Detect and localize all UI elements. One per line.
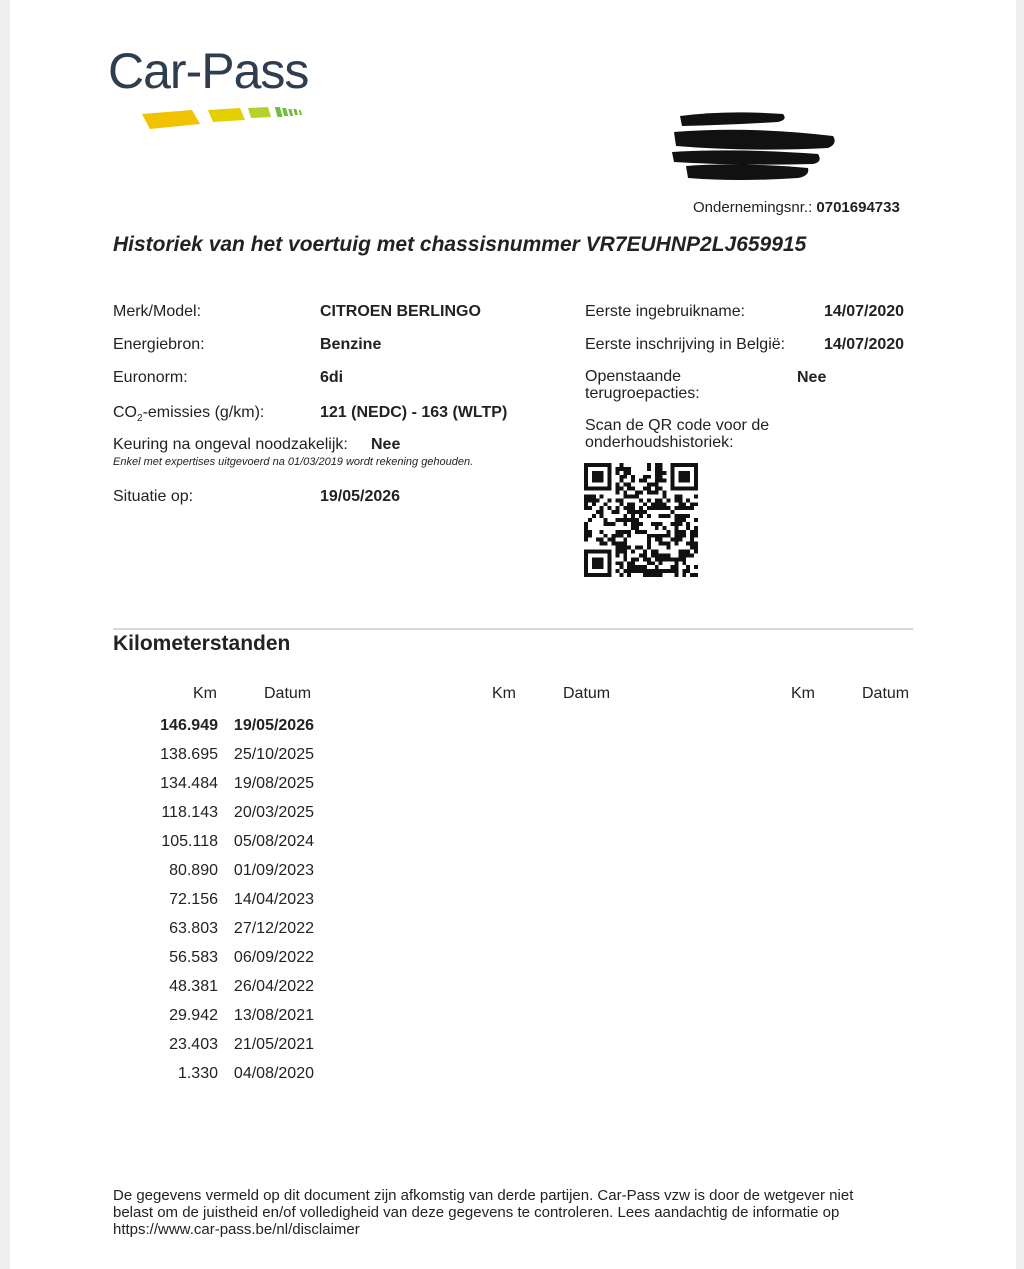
table-row (145, 830, 320, 859)
km-cell: 80.890 (169, 862, 218, 879)
recall-value: Nee (797, 369, 827, 386)
company-number-line (693, 199, 900, 216)
date-header-col3: Datum (862, 685, 910, 702)
inspection-value: Nee (371, 436, 401, 453)
date-cell: 04/08/2020 (233, 1065, 314, 1082)
km-cell: 48.381 (169, 978, 218, 995)
date-cell: 19/05/2026 (233, 717, 314, 734)
qr-label-line1: Scan de QR code voor de (585, 417, 770, 434)
km-cell: 138.695 (160, 746, 218, 763)
disclaimer-line2: belast om de juistheid en/of volledigheid van deze gegevens te controleren. Lees aandachtig de informatie op (113, 1204, 840, 1221)
km-cell: 146.949 (160, 717, 218, 734)
co2-label-pre: CO (113, 404, 137, 421)
date-cell: 01/09/2023 (233, 862, 314, 879)
km-cell: 118.143 (161, 804, 218, 821)
situation-label: Situatie op: (113, 488, 194, 505)
disclaimer-footer (113, 1187, 913, 1238)
redacted-address (668, 108, 838, 186)
disclaimer-line1: De gegevens vermeld op dit document zijn afkomstig van derde partijen. Car-Pass vzw is door de wetgever niet (113, 1187, 854, 1204)
first-registration-value: 14/07/2020 (824, 336, 905, 353)
euronorm-label: Euronorm: (113, 369, 188, 386)
date-cell: 25/10/2025 (233, 746, 314, 763)
table-row (145, 859, 320, 888)
energy-value: Benzine (320, 336, 382, 353)
table-row (145, 714, 320, 743)
km-table (145, 714, 320, 1091)
table-row (145, 1033, 320, 1062)
company-number-label: Ondernemingsnr.: (693, 199, 813, 216)
date-cell: 06/09/2022 (233, 949, 314, 966)
section-divider (113, 628, 913, 630)
table-row (145, 772, 320, 801)
date-cell: 14/04/2023 (233, 891, 314, 908)
recall-label (585, 368, 700, 402)
table-row (145, 888, 320, 917)
date-cell: 26/04/2022 (233, 978, 314, 995)
first-registration-label: Eerste inschrijving in België: (585, 336, 786, 353)
km-cell: 23.403 (169, 1036, 218, 1053)
recall-label-line2: terugroepacties: (585, 385, 700, 402)
brand-value: CITROEN BERLINGO (320, 303, 481, 320)
first-use-label: Eerste ingebruikname: (585, 303, 746, 320)
km-cell: 72.156 (169, 891, 218, 908)
date-cell: 20/03/2025 (233, 804, 314, 821)
date-cell: 27/12/2022 (233, 920, 314, 937)
km-cell: 105.118 (161, 833, 218, 850)
co2-label (113, 404, 264, 424)
km-cell: 1.330 (177, 1065, 218, 1082)
date-cell: 13/08/2021 (233, 1007, 314, 1024)
date-header-col1: Datum (264, 685, 312, 702)
brand-label: Merk/Model: (113, 303, 202, 320)
disclaimer-link[interactable]: https://www.car-pass.be/nl/disclaimer (113, 1221, 360, 1238)
table-row (145, 801, 320, 830)
km-header-col3: Km (791, 685, 815, 702)
qr-label-line2: onderhoudshistoriek: (585, 434, 734, 451)
table-row (145, 975, 320, 1004)
km-section-title: Kilometerstanden (113, 632, 291, 655)
km-cell: 56.583 (169, 949, 218, 966)
table-row (145, 917, 320, 946)
table-row (145, 1004, 320, 1033)
km-cell: 63.803 (169, 920, 218, 937)
qr-code[interactable] (584, 463, 698, 577)
table-row (145, 1062, 320, 1091)
qr-label (585, 417, 769, 451)
date-header-col2: Datum (563, 685, 611, 702)
km-header-col1: Km (193, 685, 217, 702)
km-header-col2: Km (492, 685, 516, 702)
date-cell: 05/08/2024 (233, 833, 314, 850)
carpass-logo-text: Car-Pass (108, 43, 309, 99)
km-cell: 134.484 (160, 775, 218, 792)
company-number-value: 0701694733 (816, 199, 900, 216)
energy-label: Energiebron: (113, 336, 205, 353)
inspection-note: Enkel met expertises uitgevoerd na 01/03/2019 wordt rekening gehouden. (113, 456, 474, 468)
document-title: Historiek van het voertuig met chassisnummer VR7EUHNP2LJ659915 (113, 233, 807, 256)
euronorm-value: 6di (320, 369, 344, 386)
co2-value: 121 (NEDC) - 163 (WLTP) (320, 404, 508, 421)
co2-label-sub: 2 (137, 413, 143, 425)
carpass-logo-stripes (140, 104, 315, 130)
date-cell: 19/08/2025 (233, 775, 314, 792)
inspection-label: Keuring na ongeval noodzakelijk: (113, 436, 348, 453)
date-cell: 21/05/2021 (233, 1036, 314, 1053)
situation-value: 19/05/2026 (320, 488, 401, 505)
co2-label-post: -emissies (g/km): (142, 404, 265, 421)
km-cell: 29.942 (169, 1007, 218, 1024)
recall-label-line1: Openstaande (585, 368, 682, 385)
table-row (145, 743, 320, 772)
table-row (145, 946, 320, 975)
first-use-value: 14/07/2020 (824, 303, 905, 320)
